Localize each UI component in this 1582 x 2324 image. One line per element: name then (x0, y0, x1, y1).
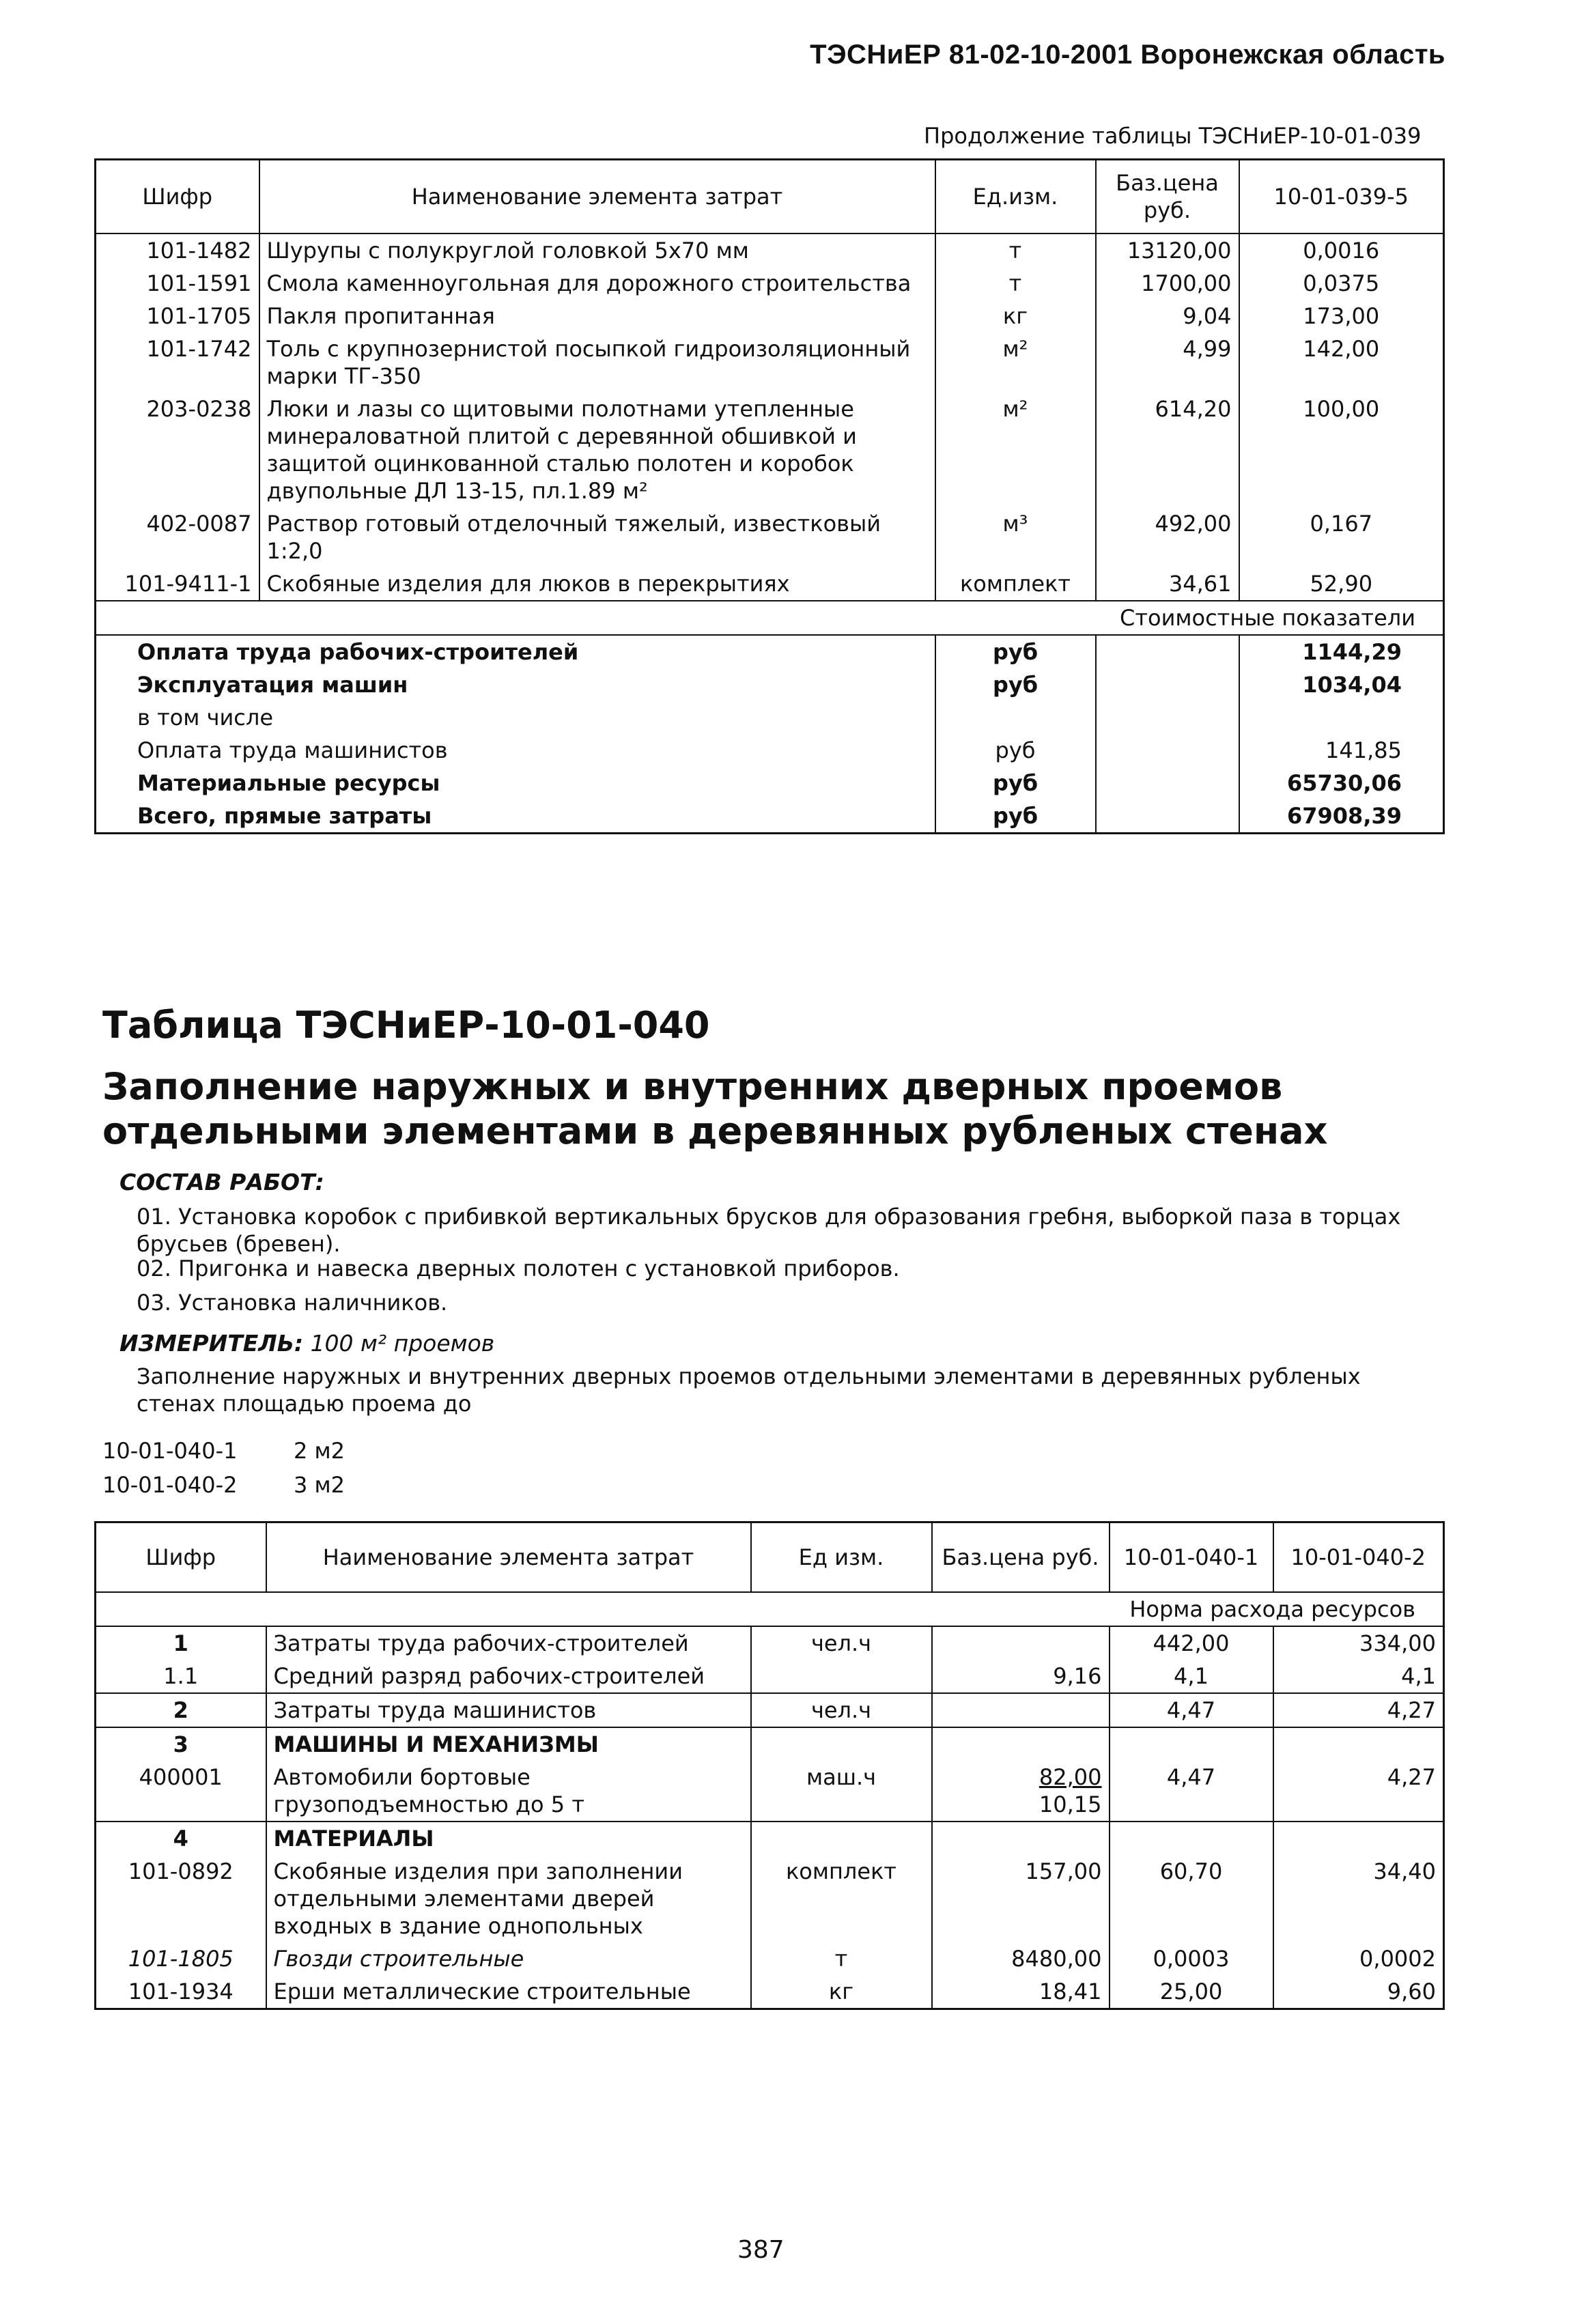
row-value-1 (1110, 1727, 1273, 1761)
cost-name: Оплата труда рабочих-строителей (96, 635, 935, 668)
row-price (932, 1942, 1110, 1975)
row-price (932, 1693, 1110, 1727)
measure-label: ИЗМЕРИТЕЛЬ: (119, 1330, 304, 1357)
row-name: Гвозди строительные (266, 1942, 751, 1975)
row-code: 3 (96, 1727, 266, 1761)
table-body (96, 1626, 1444, 2009)
cost-value: 65730,06 (1239, 767, 1444, 799)
col-header-name: Наименование элемента затрат (266, 1522, 751, 1592)
table-row (96, 1822, 1444, 1855)
row-value: 0,0016 (1239, 233, 1444, 267)
row-value: 52,90 (1239, 567, 1444, 601)
norm-heading: Норма расхода ресурсов (96, 1592, 1444, 1626)
cost-unit: руб (935, 635, 1096, 668)
row-price-value: 18,41 (1039, 1978, 1102, 2004)
row-value-2: 4,27 (1273, 1761, 1444, 1822)
work-item-3: 03. Установка наличников. (137, 1290, 448, 1316)
row-price: 614,20 (1096, 393, 1239, 507)
table-row (96, 1855, 1444, 1942)
table-header-row (96, 1522, 1444, 1592)
row-code: 203-0238 (146, 395, 252, 422)
row-unit: кг (935, 300, 1096, 332)
cost-body (96, 635, 1444, 834)
row-code: 402-0087 (146, 510, 252, 537)
col-header-variant-2: 10-01-040-2 (1273, 1522, 1444, 1592)
row-code: 101-1705 (146, 302, 252, 329)
cost-empty (1096, 734, 1239, 767)
table-row (96, 393, 1444, 507)
cost-name: в том числе (137, 704, 273, 731)
row-name: Шурупы с полукруглой головкой 5х70 мм (259, 233, 935, 267)
row-value-2: 4,27 (1273, 1693, 1444, 1727)
section-heading: Заполнение наружных и внутренних дверных проемов отдельными элементами в деревянных рубленых стенах (102, 1065, 1328, 1152)
col-header-variant: 10-01-039-5 (1239, 160, 1444, 233)
row-value-1: 25,00 (1110, 1975, 1273, 2009)
cost-heading: Стоимостные показатели (96, 601, 1444, 635)
row-code: 101-1591 (146, 270, 252, 296)
table-row (96, 507, 1444, 567)
cost-heading-row (96, 601, 1444, 635)
row-price (932, 1727, 1110, 1761)
col-header-price: Баз.цена руб. (1096, 160, 1239, 233)
row-unit: чел.ч (751, 1693, 932, 1727)
cost-empty (1096, 668, 1239, 701)
table-row (96, 1761, 1444, 1822)
cost-row (96, 668, 1444, 701)
row-name: Раствор готовый отделочный тяжелый, известковый 1:2,0 (259, 507, 935, 567)
table-row (96, 1942, 1444, 1975)
row-unit: м³ (935, 507, 1096, 567)
cost-name: Материальные ресурсы (137, 769, 440, 796)
variant-value: 3 м2 (294, 1472, 345, 1498)
row-price: 492,00 (1096, 507, 1239, 567)
table-row (96, 300, 1444, 332)
row-value-1 (1110, 1822, 1273, 1855)
col-header-code: Шифр (96, 160, 259, 233)
row-price (932, 1975, 1110, 2009)
col-header-code: Шифр (96, 1522, 266, 1592)
row-name: Затраты труда машинистов (266, 1693, 751, 1727)
table-row (96, 332, 1444, 393)
cost-name: Всего, прямые затраты (137, 802, 432, 829)
cost-empty (1096, 635, 1239, 668)
row-price-value: 157,00 (1025, 1858, 1102, 1884)
row-price (932, 1660, 1110, 1693)
row-code: 101-0892 (128, 1858, 234, 1884)
measure-line (119, 1330, 494, 1357)
row-unit: м² (935, 332, 1096, 393)
row-price-secondary: 10,15 (1039, 1791, 1102, 1817)
cost-unit: руб (935, 767, 1096, 799)
resource-table-039 (94, 158, 1445, 834)
col-header-variant-1: 10-01-040-1 (1110, 1522, 1273, 1592)
table-row (96, 1975, 1444, 2009)
row-price: 4,99 (1096, 332, 1239, 393)
row-value-2: 0,0002 (1273, 1942, 1444, 1975)
row-name: Автомобили бортовые грузоподъемностью до 5 т (266, 1761, 751, 1822)
row-value: 0,167 (1239, 507, 1444, 567)
cost-name: Эксплуатация машин (137, 671, 408, 698)
row-price-value: 82,00 (1039, 1763, 1102, 1790)
resource-table-040 (94, 1521, 1445, 2010)
row-name: Средний разряд рабочих-строителей (266, 1660, 751, 1693)
row-unit: кг (751, 1975, 932, 2009)
variant-line (102, 1472, 345, 1498)
works-label: СОСТАВ РАБОТ: (119, 1169, 324, 1195)
row-value-1: 60,70 (1110, 1855, 1273, 1942)
cost-empty (1096, 701, 1239, 734)
cost-empty (1096, 767, 1239, 799)
table-title: Таблица ТЭСНиЕР-10-01-040 (102, 1004, 710, 1047)
row-code: 101-1482 (146, 237, 252, 264)
row-name: Затраты труда рабочих-строителей (266, 1626, 751, 1660)
row-price (932, 1855, 1110, 1942)
table-continuation-caption: Продолжение таблицы ТЭСНиЕР-10-01-039 (924, 123, 1422, 149)
norm-heading-row (96, 1592, 1444, 1626)
row-price: 34,61 (1096, 567, 1239, 601)
table-body (96, 233, 1444, 601)
row-code: 101-9411-1 (124, 570, 252, 597)
row-code: 400001 (139, 1763, 223, 1790)
row-value: 0,0375 (1239, 267, 1444, 300)
cost-value: 67908,39 (1239, 799, 1444, 834)
row-unit: маш.ч (751, 1761, 932, 1822)
cost-value (1239, 701, 1444, 734)
row-name: МАТЕРИАЛЫ (266, 1822, 751, 1855)
row-unit: комплект (935, 567, 1096, 601)
row-unit: т (935, 267, 1096, 300)
cost-unit: руб (935, 668, 1096, 701)
row-name: Скобяные изделия для люков в перекрытиях (259, 567, 935, 601)
page-number: 387 (737, 2236, 785, 2264)
work-item-1: 01. Установка коробок с прибивкой вертикальных брусков для образования гребня, выборкой паза в торцах брусьев (бревен). (137, 1204, 1401, 1257)
row-unit: т (751, 1942, 932, 1975)
col-header-unit: Ед.изм. (935, 160, 1096, 233)
variant-code: 10-01-040-2 (102, 1472, 238, 1498)
row-code: 101-1805 (128, 1945, 234, 1972)
row-unit: т (935, 233, 1096, 267)
row-code: 2 (96, 1693, 266, 1727)
col-header-name: Наименование элемента затрат (259, 160, 935, 233)
row-value-1: 442,00 (1110, 1626, 1273, 1660)
table-row (96, 267, 1444, 300)
row-code: 1.1 (163, 1662, 199, 1689)
row-code: 1 (173, 1630, 188, 1656)
row-name: Пакля пропитанная (259, 300, 935, 332)
variant-line (102, 1438, 345, 1464)
cost-empty (1096, 799, 1239, 834)
row-unit: чел.ч (751, 1626, 932, 1660)
row-value-2: 4,1 (1273, 1660, 1444, 1693)
row-unit (751, 1727, 932, 1761)
row-code: 4 (96, 1822, 266, 1855)
row-unit (751, 1660, 932, 1693)
work-item-2: 02. Пригонка и навеска дверных полотен с установкой приборов. (137, 1256, 900, 1281)
cost-value: 1144,29 (1239, 635, 1444, 668)
table-row (96, 567, 1444, 601)
row-value-1: 4,47 (1110, 1693, 1273, 1727)
table-row (96, 1660, 1444, 1693)
row-value-2: 34,40 (1273, 1855, 1444, 1942)
row-unit: м² (935, 393, 1096, 507)
row-price-value: 9,16 (1053, 1662, 1102, 1689)
row-price (932, 1822, 1110, 1855)
measure-value: 100 м² проемов (310, 1330, 495, 1357)
row-value-2: 334,00 (1273, 1626, 1444, 1660)
cost-unit (935, 701, 1096, 734)
variant-value: 2 м2 (294, 1438, 345, 1464)
cost-row (96, 635, 1444, 668)
row-price (932, 1761, 1110, 1822)
cost-unit: руб (935, 799, 1096, 834)
col-header-price: Баз.цена руб. (932, 1522, 1110, 1592)
cost-name: Оплата труда машинистов (137, 737, 448, 763)
row-name: Люки и лазы со щитовыми полотнами утепленные минераловатной плитой с деревянной обшивкой и защитой оцинкованной сталью полотен и коробок двупольные ДЛ 13-15, пл.1.89 м² (259, 393, 935, 507)
cost-row (96, 767, 1444, 799)
row-value-1: 0,0003 (1110, 1942, 1273, 1975)
col-header-unit: Ед изм. (751, 1522, 932, 1592)
row-value: 100,00 (1239, 393, 1444, 507)
row-value-1: 4,47 (1110, 1761, 1273, 1822)
row-value: 142,00 (1239, 332, 1444, 393)
section-description: Заполнение наружных и внутренних дверных проемов отдельными элементами в деревянных рубленых стенах площадью проема до (137, 1363, 1361, 1417)
cost-value: 1034,04 (1239, 668, 1444, 701)
row-name: Смола каменноугольная для дорожного строительства (259, 267, 935, 300)
row-unit: комплект (751, 1855, 932, 1942)
row-code: 101-1742 (146, 335, 252, 362)
row-name: Толь с крупнозернистой посыпкой гидроизоляционный марки ТГ-350 (259, 332, 935, 393)
table-row (96, 233, 1444, 267)
table-row (96, 1693, 1444, 1727)
row-name: Скобяные изделия при заполнении отдельными элементами дверей входных в здание однопольных (266, 1855, 751, 1942)
row-name: Ерши металлические строительные (266, 1975, 751, 2009)
row-value: 173,00 (1239, 300, 1444, 332)
row-value-2 (1273, 1727, 1444, 1761)
cost-value: 141,85 (1239, 734, 1444, 767)
cost-row (96, 701, 1444, 734)
row-value-2: 9,60 (1273, 1975, 1444, 2009)
table-header-row (96, 160, 1444, 233)
variant-code: 10-01-040-1 (102, 1438, 238, 1464)
row-price (932, 1626, 1110, 1660)
row-value-1: 4,1 (1110, 1660, 1273, 1693)
row-price: 13120,00 (1096, 233, 1239, 267)
row-price: 1700,00 (1096, 267, 1239, 300)
cost-unit: руб (935, 734, 1096, 767)
row-name: МАШИНЫ И МЕХАНИЗМЫ (266, 1727, 751, 1761)
table-row (96, 1626, 1444, 1660)
row-price-value: 8480,00 (1011, 1945, 1102, 1972)
table-row (96, 1727, 1444, 1761)
row-price: 9,04 (1096, 300, 1239, 332)
cost-row (96, 799, 1444, 834)
row-value-2 (1273, 1822, 1444, 1855)
cost-row (96, 734, 1444, 767)
running-header: ТЭСНиЕР 81-02-10-2001 Воронежская область (810, 40, 1445, 70)
row-code: 101-1934 (128, 1978, 234, 2004)
row-unit (751, 1822, 932, 1855)
